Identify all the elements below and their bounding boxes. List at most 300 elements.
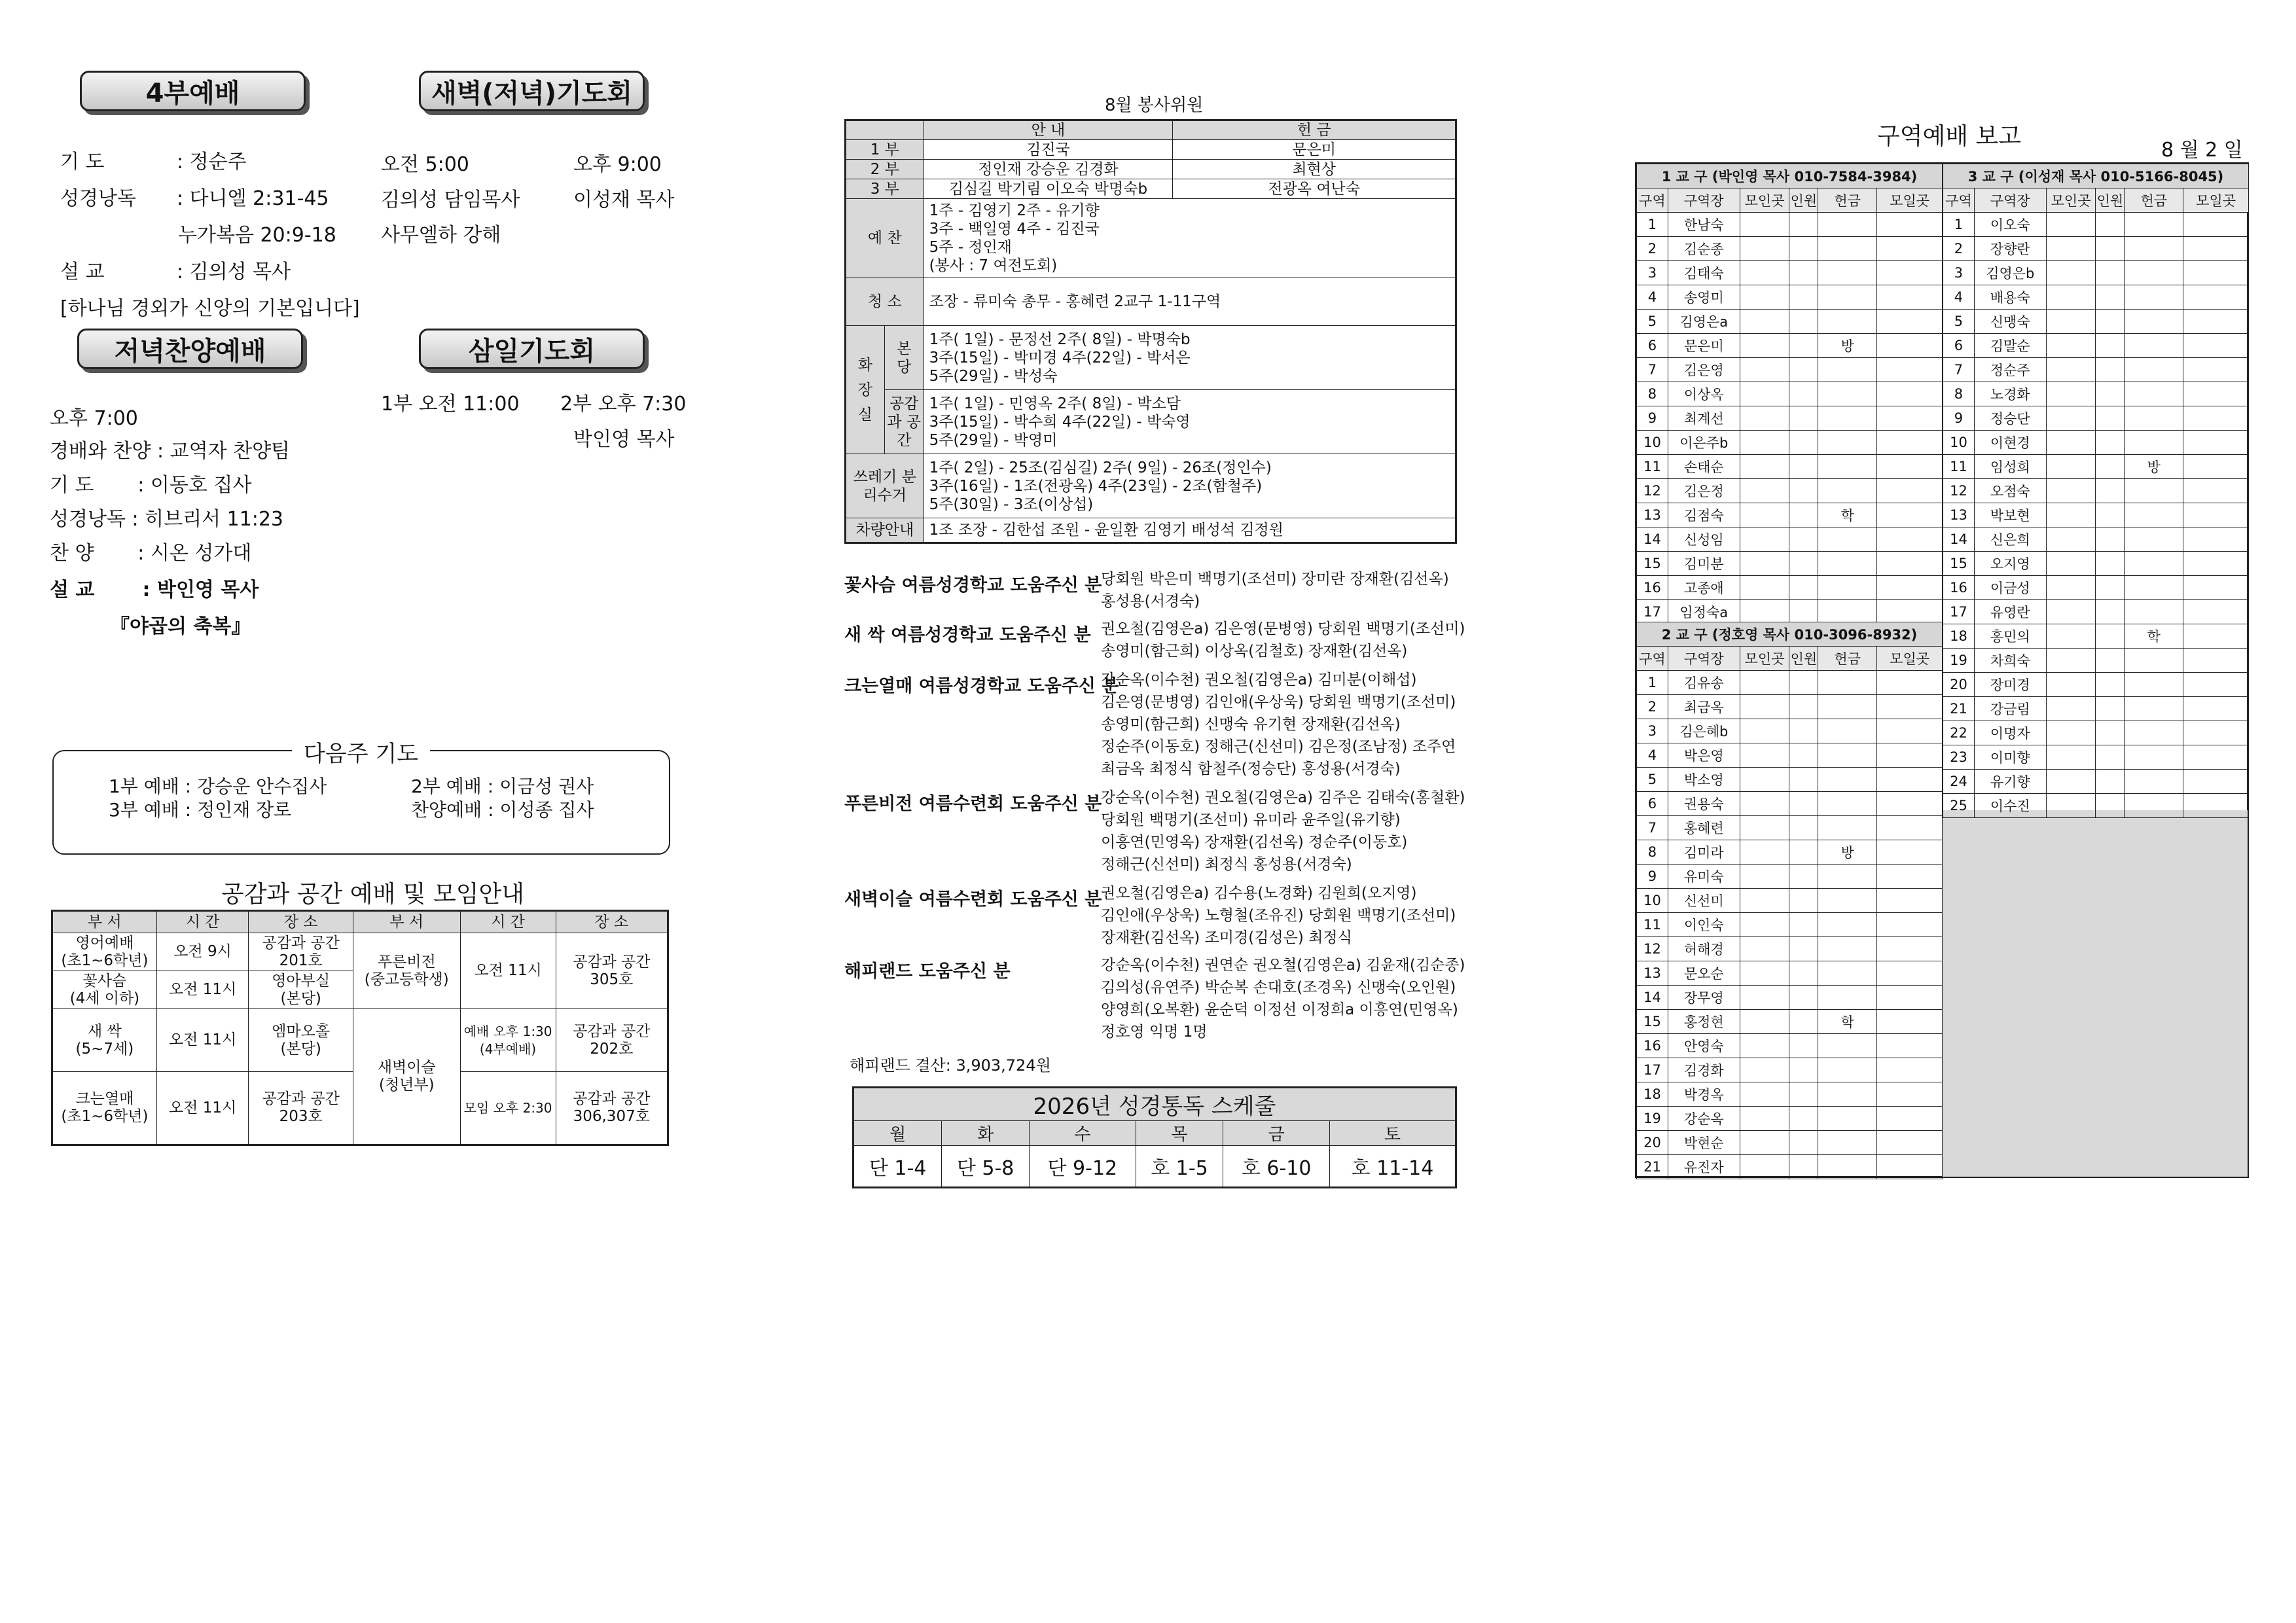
cell-place [2046, 552, 2096, 576]
cell-number: 10 [1637, 431, 1668, 455]
cell-next-place [1877, 695, 1943, 719]
cell-next-place [2183, 576, 2249, 600]
district1-header-row [1637, 188, 1943, 213]
cell-leader: 장무영 [1668, 986, 1740, 1010]
dawn-time-2: 오후 9:00 [573, 153, 662, 176]
bible-reading-title-row: 2026년 성경통독 스케줄 [853, 1088, 1456, 1121]
table-row: 크는열매 (초1~6학년) 오전 11시 공감과 공간 203호 모임 오후 2:30 공감과 공간 306,307호 [52, 1072, 668, 1145]
cell-place [2046, 479, 2096, 503]
helper-title-2: 새 싹 여름성경학교 도움주신 분 [844, 625, 1091, 645]
cell-number: 15 [1943, 552, 1975, 576]
column-header: 구역 [1943, 188, 1975, 213]
column-header: 구역 [1637, 647, 1668, 671]
table-row [1943, 431, 2249, 455]
cell-next-place [1877, 768, 1943, 792]
cell-place [2046, 527, 2096, 552]
cell-leader: 신맹숙 [1974, 310, 2046, 334]
cell-offering [2125, 358, 2183, 382]
cell-number: 11 [1637, 455, 1668, 479]
cell-leader: 유기향 [1974, 770, 2046, 794]
district-1-table [1636, 164, 1943, 624]
cell-next-place [1877, 961, 1943, 986]
cell-count [2096, 334, 2125, 358]
reading-label: 성경낭독 [60, 187, 136, 210]
cell-offering [2125, 406, 2183, 431]
cell-next-place [2183, 213, 2249, 237]
cell-offering [2125, 310, 2183, 334]
cell-count [1789, 1034, 1818, 1058]
cell-offering [1818, 1155, 1877, 1179]
cell-count [1789, 527, 1818, 552]
bible-reading-days-row: 월 화 수 목 금 토 [853, 1121, 1456, 1146]
cell-count [2096, 745, 2125, 770]
cell-offering [2125, 503, 2183, 527]
cell-place [2046, 310, 2096, 334]
cell-place [1740, 237, 1789, 261]
cell-count [1789, 552, 1818, 576]
cell-next-place [2183, 649, 2249, 673]
table-row [1637, 695, 1943, 719]
cell-place [1740, 455, 1789, 479]
cell-number: 2 [1637, 695, 1668, 719]
cell-next-place [1877, 792, 1943, 816]
cell-number: 7 [1943, 358, 1975, 382]
cell-leader: 이인숙 [1668, 913, 1740, 937]
cell-leader: 배용숙 [1974, 285, 2046, 310]
cell-next-place [1877, 913, 1943, 937]
cell-leader: 김태숙 [1668, 261, 1740, 285]
table-row [1637, 816, 1943, 840]
cell-leader: 이현경 [1974, 431, 2046, 455]
cell-leader: 차희숙 [1974, 649, 2046, 673]
cell-leader: 오점숙 [1974, 479, 2046, 503]
cell-number: 16 [1637, 576, 1668, 600]
cell-leader: 신은희 [1974, 527, 2046, 552]
helper-title-1: 꽃사슴 여름성경학교 도움주신 분 [844, 575, 1102, 596]
cell-next-place [1877, 479, 1943, 503]
cell-leader: 강순옥 [1668, 1107, 1740, 1131]
cell-offering [2125, 649, 2183, 673]
table-row [1943, 770, 2249, 794]
cell-leader: 홍혜련 [1668, 816, 1740, 840]
cell-place [1740, 1082, 1789, 1107]
next-week-item-4: 찬양예배 : 이성종 집사 [411, 799, 594, 821]
cell-next-place [1877, 719, 1943, 743]
district2-title: 2 교 구 (정호영 목사 010-3096-8932) [1637, 622, 1943, 647]
cell-leader: 최금옥 [1668, 695, 1740, 719]
cell-count [1789, 576, 1818, 600]
cell-count [2096, 624, 2125, 649]
cell-count [2096, 527, 2125, 552]
cell-number: 13 [1637, 961, 1668, 986]
cell-count [1789, 889, 1818, 913]
cell-count [1789, 261, 1818, 285]
cell-leader: 박은영 [1668, 743, 1740, 768]
cell-offering [1818, 552, 1877, 576]
cell-offering [1818, 527, 1877, 552]
cell-number: 18 [1943, 624, 1975, 649]
cell-place [1740, 310, 1789, 334]
table-row [1943, 794, 2249, 818]
column-header: 구역장 [1668, 188, 1740, 213]
cell-offering [2125, 552, 2183, 576]
table-row [1637, 406, 1943, 431]
duty-title: 8월 봉사위원 [1105, 96, 1204, 115]
cell-next-place [2183, 503, 2249, 527]
cell-count [1789, 382, 1818, 406]
cell-offering [1818, 382, 1877, 406]
cell-place [1740, 671, 1789, 695]
cell-place [1740, 865, 1789, 889]
cell-count [2096, 576, 2125, 600]
cell-number: 18 [1637, 1082, 1668, 1107]
column-header: 구역 [1637, 188, 1668, 213]
cell-place [1740, 889, 1789, 913]
cell-number: 25 [1943, 794, 1975, 818]
district1-title: 1 교 구 (박인영 목사 010-7584-3984) [1637, 164, 1943, 188]
cell-leader: 김은정 [1668, 479, 1740, 503]
table-row: 차량안내 1조 조장 - 김한섭 조원 - 윤일환 김영기 배성석 김정원 [846, 518, 1456, 543]
cell-offering [2125, 431, 2183, 455]
cell-count [2096, 673, 2125, 697]
cell-offering [1818, 600, 1877, 624]
cell-offering [1818, 576, 1877, 600]
cell-place [1740, 503, 1789, 527]
table-row [1637, 889, 1943, 913]
cell-next-place [1877, 406, 1943, 431]
motto: [하나님 경외가 신앙의 기본입니다] [60, 297, 360, 320]
cell-number: 6 [1637, 334, 1668, 358]
cell-number: 21 [1637, 1155, 1668, 1179]
cell-leader: 김은영 [1668, 358, 1740, 382]
cell-next-place [2183, 624, 2249, 649]
cell-number: 5 [1943, 310, 1975, 334]
cell-place [1740, 1034, 1789, 1058]
table-row [1943, 527, 2249, 552]
table-row [1637, 334, 1943, 358]
cell-place [2046, 721, 2096, 745]
cell-count [1789, 310, 1818, 334]
cell-number: 3 [1637, 261, 1668, 285]
cell-place [1740, 961, 1789, 986]
cell-leader: 송영미 [1668, 285, 1740, 310]
cell-count [2096, 697, 2125, 721]
district1-title-row [1637, 164, 1943, 188]
cell-count [1789, 358, 1818, 382]
column-header: 인원 [1789, 647, 1818, 671]
cell-leader: 문오순 [1668, 961, 1740, 986]
table-row [1943, 673, 2249, 697]
cell-next-place [2183, 600, 2249, 624]
cell-count [1789, 1010, 1818, 1034]
cell-offering [2125, 770, 2183, 794]
cell-next-place [1877, 1155, 1943, 1179]
cell-number: 12 [1637, 937, 1668, 961]
cell-count [2096, 600, 2125, 624]
cell-leader: 노경화 [1974, 382, 2046, 406]
cell-number: 15 [1637, 552, 1668, 576]
cell-place [1740, 576, 1789, 600]
cell-next-place [2183, 455, 2249, 479]
cell-count [2096, 358, 2125, 382]
cell-count [1789, 600, 1818, 624]
dawn-prayer-title: 새벽(저녁)기도회 [419, 71, 645, 111]
duty-table [844, 119, 1457, 544]
cell-place [2046, 261, 2096, 285]
cell-offering [1818, 310, 1877, 334]
cell-next-place [1877, 816, 1943, 840]
cell-leader: 박보현 [1974, 503, 2046, 527]
cell-count [1789, 334, 1818, 358]
cell-leader: 이은주b [1668, 431, 1740, 455]
cell-offering [1818, 937, 1877, 961]
cell-count [2096, 261, 2125, 285]
table-row [1943, 479, 2249, 503]
services-header-row: 부 서 시 간 장 소 부 서 시 간 장 소 [52, 911, 668, 933]
cell-count [1789, 213, 1818, 237]
cell-offering: 방 [2125, 455, 2183, 479]
cell-leader: 김은혜b [1668, 719, 1740, 743]
cell-number: 6 [1637, 792, 1668, 816]
cell-count [1789, 1058, 1818, 1082]
cell-next-place [2183, 721, 2249, 745]
cell-offering [2125, 527, 2183, 552]
helper-names-6: 강순옥(이수천) 권연순 권오철(김영은a) 김윤재(김순종) 김의성(유연주) 박순복 손대호(조경옥) 신맹숙(오인원) 양영희(오복환) 윤순덕 이정선 이정희a 이흥연(민영옥) 정호영 익명 1명 [1101, 957, 1465, 1041]
cell-next-place [2183, 431, 2249, 455]
cell-count [1789, 986, 1818, 1010]
cell-offering [2125, 261, 2183, 285]
cell-next-place [2183, 745, 2249, 770]
cell-leader: 이수진 [1974, 794, 2046, 818]
table-row [1637, 310, 1943, 334]
cell-place [1740, 986, 1789, 1010]
cell-offering [1818, 743, 1877, 768]
cell-place [1740, 406, 1789, 431]
cell-place [2046, 576, 2096, 600]
cell-place [1740, 1107, 1789, 1131]
cell-place [1740, 382, 1789, 406]
cell-offering [1818, 889, 1877, 913]
helper-title-3: 크는열매 여름성경학교 도움주신 분 [844, 676, 1119, 696]
cell-offering [1818, 237, 1877, 261]
cell-place [1740, 1058, 1789, 1082]
cell-number: 8 [1637, 382, 1668, 406]
cell-count [1789, 937, 1818, 961]
cell-next-place [1877, 261, 1943, 285]
cell-count [2096, 794, 2125, 818]
cell-number: 6 [1943, 334, 1975, 358]
cell-offering: 방 [1818, 334, 1877, 358]
table-row [1943, 721, 2249, 745]
cell-number: 19 [1637, 1107, 1668, 1131]
cell-leader: 박경옥 [1668, 1082, 1740, 1107]
table-row [1637, 455, 1943, 479]
table-row [1637, 865, 1943, 889]
cell-offering [1818, 406, 1877, 431]
cell-offering: 학 [1818, 1010, 1877, 1034]
table-row [1637, 986, 1943, 1010]
district3-title: 3 교 구 (이성재 목사 010-5166-8045) [1943, 164, 2249, 188]
cell-number: 8 [1637, 840, 1668, 865]
cell-leader: 안영숙 [1668, 1034, 1740, 1058]
cell-number: 15 [1637, 1010, 1668, 1034]
cell-offering [1818, 816, 1877, 840]
cell-leader: 이명자 [1974, 721, 2046, 745]
duty-header-row: 안 내 헌 금 [846, 120, 1456, 140]
cell-leader: 김점숙 [1668, 503, 1740, 527]
cell-count [2096, 213, 2125, 237]
cell-place [1740, 600, 1789, 624]
cell-count [1789, 406, 1818, 431]
cell-next-place [1877, 237, 1943, 261]
cell-number: 21 [1943, 697, 1975, 721]
cell-next-place [1877, 285, 1943, 310]
cell-count [2096, 431, 2125, 455]
table-row [1943, 261, 2249, 285]
happyland-result: 해피랜드 결산: 3,903,724원 [850, 1056, 1051, 1075]
cell-place [1740, 816, 1789, 840]
cell-number: 9 [1943, 406, 1975, 431]
cell-leader: 박현순 [1668, 1131, 1740, 1155]
cell-number: 4 [1637, 285, 1668, 310]
cell-leader: 정순주 [1974, 358, 2046, 382]
table-row [1943, 334, 2249, 358]
evening-praise: 경배와 찬양 : 교역자 찬양팀 [50, 440, 291, 463]
cell-number: 23 [1943, 745, 1975, 770]
cell-number: 7 [1637, 358, 1668, 382]
next-week-prayer-title: 다음주 기도 [292, 736, 430, 768]
cell-leader: 고종애 [1668, 576, 1740, 600]
cell-offering [1818, 261, 1877, 285]
cell-count [2096, 649, 2125, 673]
cell-leader: 허해경 [1668, 937, 1740, 961]
cell-report-title: 구역예배 보고 [1877, 123, 2022, 150]
wednesday-time-2: 2부 오후 7:30 [560, 393, 687, 416]
cell-place [1740, 213, 1789, 237]
table-row [1637, 382, 1943, 406]
cell-number: 19 [1943, 649, 1975, 673]
cell-count [1789, 1131, 1818, 1155]
cell-offering [1818, 792, 1877, 816]
table-row [1637, 213, 1943, 237]
table-row [1943, 455, 2249, 479]
table-row [1637, 576, 1943, 600]
cell-offering [1818, 913, 1877, 937]
table-row: 청 소 조장 - 류미숙 총무 - 홍혜련 2교구 1-11구역 [846, 277, 1456, 326]
cell-count [1789, 503, 1818, 527]
cell-next-place [1877, 1058, 1943, 1082]
cell-leader: 김영은b [1974, 261, 2046, 285]
cell-number: 1 [1637, 671, 1668, 695]
table-row [1943, 503, 2249, 527]
cell-next-place [1877, 865, 1943, 889]
cell-number: 7 [1637, 816, 1668, 840]
column-header: 모인곳 [1740, 647, 1789, 671]
cell-number: 12 [1943, 479, 1975, 503]
table-row [1637, 1034, 1943, 1058]
cell-count [2096, 310, 2125, 334]
cell-count [2096, 455, 2125, 479]
table-row [1943, 310, 2249, 334]
cell-count [1789, 865, 1818, 889]
cell-place [2046, 697, 2096, 721]
table-row [1637, 552, 1943, 576]
cell-offering [1818, 213, 1877, 237]
helper-names-5: 권오철(김영은a) 김수용(노경화) 김원희(오지영) 김인애(우상욱) 노형철(조유진) 당회원 백명기(조선미) 장재환(김선옥) 조미경(김성은) 최정식 [1101, 885, 1456, 946]
cell-place [1740, 334, 1789, 358]
cell-leader: 임성희 [1974, 455, 2046, 479]
cell-number: 10 [1943, 431, 1975, 455]
column-header: 모일곳 [1877, 647, 1943, 671]
cell-leader: 신성임 [1668, 527, 1740, 552]
helper-names-3: 강순옥(이수천) 권오철(김영은a) 김미분(이해섭) 김은영(문병영) 김인애(우상욱) 당회원 백명기(조선미) 송영미(함근희) 신맹숙 유기현 장재환(김선옥) 정순주(이동호) 정해근(신선미) 김은정(조남정) 조주연 최금옥 최정식 함철주(정승단) 홍성용(서경숙) [1101, 671, 1456, 777]
cell-offering [2125, 213, 2183, 237]
cell-place [2046, 406, 2096, 431]
cell-number: 9 [1637, 406, 1668, 431]
cell-number: 1 [1637, 213, 1668, 237]
helper-title-6: 해피랜드 도움주신 분 [844, 961, 1011, 982]
cell-place [2046, 770, 2096, 794]
cell-place [1740, 527, 1789, 552]
wednesday-time-1: 1부 오전 11:00 [381, 393, 520, 416]
cell-number: 14 [1637, 527, 1668, 552]
dawn-leader-2: 이성재 목사 [573, 188, 675, 211]
dawn-leader-1: 김의성 담임목사 [381, 188, 520, 211]
cell-leader: 김경화 [1668, 1058, 1740, 1082]
cell-number: 17 [1943, 600, 1975, 624]
cell-leader: 유영란 [1974, 600, 2046, 624]
cell-next-place [1877, 358, 1943, 382]
cell-next-place [1877, 431, 1943, 455]
cell-count [2096, 285, 2125, 310]
cell-leader: 문은미 [1668, 334, 1740, 358]
table-row [1637, 600, 1943, 624]
cell-leader: 오지영 [1974, 552, 2046, 576]
evening-worship-title: 저녁찬양예배 [77, 329, 303, 369]
evening-sermon-title: 『야곱의 축복』 [110, 615, 251, 638]
cell-place [1740, 743, 1789, 768]
district-3-table [1943, 164, 2249, 818]
prayer-value: : 정순주 [177, 151, 247, 173]
cell-leader: 이상옥 [1668, 382, 1740, 406]
next-week-item-3: 3부 예배 : 정인재 장로 [109, 799, 292, 821]
cell-count [1789, 961, 1818, 986]
cell-next-place [1877, 986, 1943, 1010]
table-row: 화장실 본당 1주( 1일) - 문정선 2주( 8일) - 박명숙b 3주(15일) - 박미경 4주(22일) - 박서은 5주(29일) - 박성숙 [846, 326, 1456, 390]
cell-place [2046, 382, 2096, 406]
cell-next-place [2183, 673, 2249, 697]
cell-place [1740, 261, 1789, 285]
cell-count [2096, 552, 2125, 576]
cell-place [1740, 358, 1789, 382]
table-row [1637, 1107, 1943, 1131]
table-row [1637, 1082, 1943, 1107]
table-row [1637, 479, 1943, 503]
cell-leader: 권용숙 [1668, 792, 1740, 816]
table-row: 2 부 정인재 강승운 김경화 최현상 [846, 160, 1456, 179]
table-row [1637, 840, 1943, 865]
cell-place [2046, 794, 2096, 818]
cell-count [1789, 431, 1818, 455]
cell-next-place [2183, 382, 2249, 406]
district-2-table [1636, 622, 1943, 1179]
table-row [1637, 358, 1943, 382]
cell-offering [1818, 431, 1877, 455]
cell-next-place [1877, 576, 1943, 600]
cell-next-place [1877, 334, 1943, 358]
cell-offering [1818, 719, 1877, 743]
column-header: 모일곳 [1877, 188, 1943, 213]
